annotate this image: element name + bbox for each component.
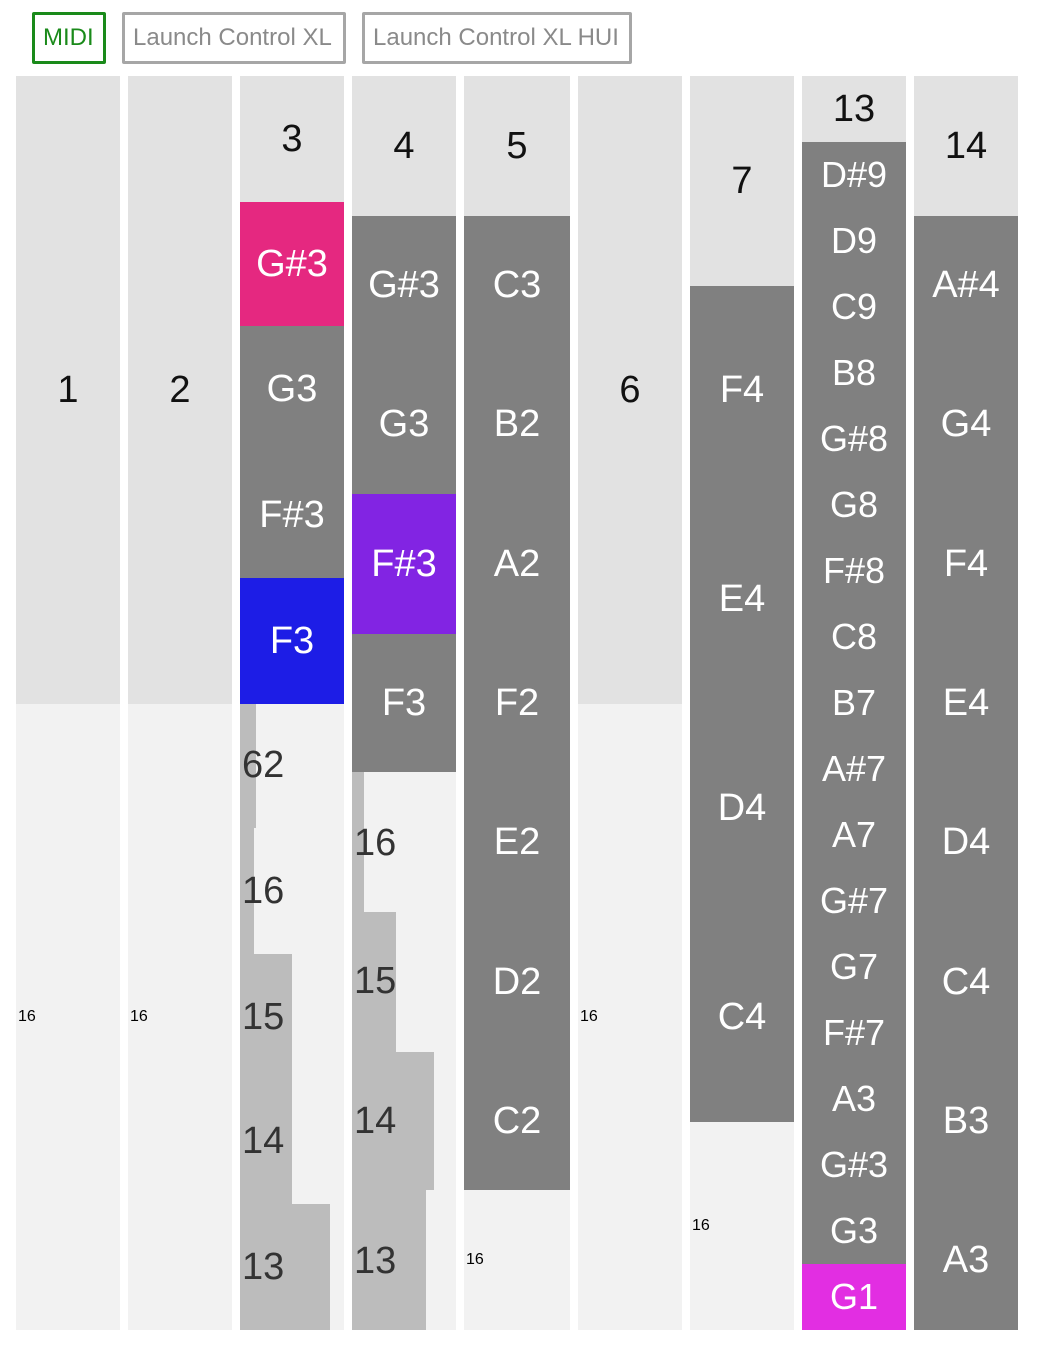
note-cell[interactable]: F#3 xyxy=(352,494,456,634)
note-cell[interactable]: C9 xyxy=(802,274,906,340)
velocity-value: 15 xyxy=(354,960,397,1002)
note-cell[interactable]: G4 xyxy=(914,354,1018,494)
velocity-value: 62 xyxy=(242,744,285,786)
velocity-value: 14 xyxy=(242,1120,285,1162)
note-cell[interactable]: C3 xyxy=(464,216,570,354)
channel-value[interactable]: 16 xyxy=(464,1190,570,1330)
note-cell[interactable]: F2 xyxy=(464,634,570,772)
note-cell[interactable]: E2 xyxy=(464,772,570,912)
note-cell[interactable]: G1 xyxy=(802,1264,906,1330)
channel-header[interactable]: 13 xyxy=(802,76,906,142)
note-cell[interactable]: F#3 xyxy=(240,452,344,578)
channel-header[interactable]: 5 xyxy=(464,76,570,216)
note-cell[interactable]: C4 xyxy=(690,912,794,1122)
note-cell[interactable]: D2 xyxy=(464,912,570,1052)
channel-column-6 xyxy=(578,76,682,1330)
note-cell[interactable]: D4 xyxy=(914,772,1018,912)
channel-value[interactable]: 16 xyxy=(16,704,120,1330)
note-cell[interactable]: F3 xyxy=(240,578,344,704)
channel-column-2 xyxy=(128,76,232,1330)
note-cell[interactable]: F#7 xyxy=(802,1000,906,1066)
tab-launch-control-xl[interactable]: Launch Control XL xyxy=(122,12,346,64)
note-cell[interactable]: A#4 xyxy=(914,216,1018,354)
channel-column-5 xyxy=(464,76,568,1330)
note-cell[interactable]: A7 xyxy=(802,802,906,868)
note-cell[interactable]: F4 xyxy=(914,494,1018,634)
note-cell[interactable]: G#3 xyxy=(352,216,456,354)
note-cell[interactable]: F#8 xyxy=(802,538,906,604)
note-cell[interactable]: F3 xyxy=(352,634,456,772)
channel-column-13 xyxy=(802,76,906,1330)
note-cell[interactable]: G#3 xyxy=(240,202,344,326)
note-cell[interactable]: G3 xyxy=(352,354,456,494)
note-cell[interactable]: B2 xyxy=(464,354,570,494)
channel-header[interactable]: 2 xyxy=(128,76,232,704)
note-cell[interactable]: D9 xyxy=(802,208,906,274)
note-cell[interactable]: B7 xyxy=(802,670,906,736)
note-cell[interactable]: B8 xyxy=(802,340,906,406)
note-cell[interactable]: G#8 xyxy=(802,406,906,472)
velocity-value: 16 xyxy=(242,870,285,912)
velocity-value: 16 xyxy=(354,822,397,864)
channel-header[interactable]: 1 xyxy=(16,76,120,704)
note-cell[interactable]: A3 xyxy=(914,1190,1018,1330)
note-cell[interactable]: D4 xyxy=(690,704,794,912)
note-cell[interactable]: A2 xyxy=(464,494,570,634)
note-cell[interactable]: G7 xyxy=(802,934,906,1000)
channel-value[interactable]: 16 xyxy=(578,704,682,1330)
tab-launch-control-xl-hui[interactable]: Launch Control XL HUI xyxy=(362,12,632,64)
note-cell[interactable]: C4 xyxy=(914,912,1018,1052)
channel-header[interactable]: 7 xyxy=(690,76,794,286)
note-cell[interactable]: G8 xyxy=(802,472,906,538)
note-cell[interactable]: E4 xyxy=(690,494,794,704)
note-cell[interactable]: G3 xyxy=(240,326,344,452)
note-cell[interactable]: G#3 xyxy=(802,1132,906,1198)
velocity-value: 15 xyxy=(242,996,285,1038)
note-cell[interactable]: F4 xyxy=(690,286,794,494)
velocity-value: 13 xyxy=(242,1246,285,1288)
channel-column-7 xyxy=(690,76,794,1330)
channel-column-14 xyxy=(914,76,1018,1330)
channel-column-3 xyxy=(240,76,344,1330)
tab-midi[interactable]: MIDI xyxy=(32,12,106,64)
note-cell[interactable]: C8 xyxy=(802,604,906,670)
velocity-value: 13 xyxy=(354,1240,397,1282)
channel-value[interactable]: 16 xyxy=(690,1122,794,1330)
note-cell[interactable]: D#9 xyxy=(802,142,906,208)
note-cell[interactable]: G#7 xyxy=(802,868,906,934)
note-cell[interactable]: G3 xyxy=(802,1198,906,1264)
note-cell[interactable]: A#7 xyxy=(802,736,906,802)
channel-value[interactable]: 16 xyxy=(128,704,232,1330)
channel-header[interactable]: 3 xyxy=(240,76,344,202)
velocity-value: 14 xyxy=(354,1100,397,1142)
note-cell[interactable]: B3 xyxy=(914,1052,1018,1190)
note-cell[interactable]: A3 xyxy=(802,1066,906,1132)
note-cell[interactable]: C2 xyxy=(464,1052,570,1190)
channel-header[interactable]: 6 xyxy=(578,76,682,704)
channel-column-1 xyxy=(16,76,120,1330)
note-cell[interactable]: E4 xyxy=(914,634,1018,772)
channel-header[interactable]: 14 xyxy=(914,76,1018,216)
channel-header[interactable]: 4 xyxy=(352,76,456,216)
channel-column-4 xyxy=(352,76,456,1330)
